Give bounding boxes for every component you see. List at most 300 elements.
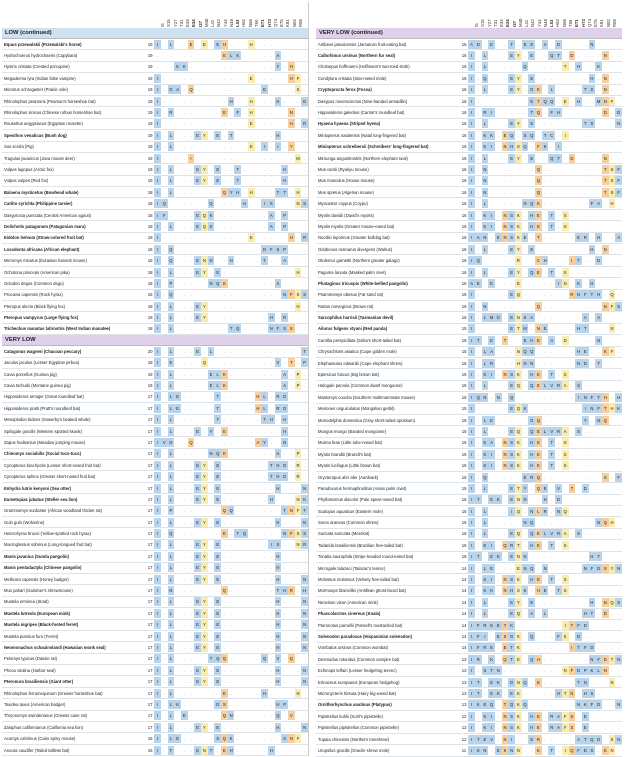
residue-cell: . [564, 554, 566, 560]
residue-cell: L [168, 188, 175, 197]
residue-cell: . [163, 326, 165, 332]
residue-cell: . [237, 417, 239, 423]
residue-cell: . [210, 485, 212, 491]
residue-cell: . [183, 87, 185, 93]
residue-cell: . [243, 724, 246, 730]
residue-cell: Q [590, 736, 594, 742]
residue-cells [468, 404, 622, 413]
residue-cell: K [516, 212, 520, 218]
residue-cell: . [263, 428, 266, 434]
column-headers [160, 2, 308, 28]
residue-cell: . [203, 64, 205, 70]
residue-cell: Y [202, 576, 206, 582]
match-count: 19 [147, 53, 153, 59]
residue-cell: . [237, 588, 239, 594]
residue-cell: E [537, 440, 540, 446]
residue-cell: Q [523, 349, 527, 355]
residue-cell: N [617, 736, 621, 742]
residue-cell: . [598, 497, 600, 503]
residue-cell: Y [202, 303, 206, 309]
residue-cells [154, 700, 308, 709]
residue-cell: . [564, 497, 566, 503]
residue-cells [468, 655, 622, 664]
match-count: 19 [147, 132, 153, 138]
residue-cell: . [230, 155, 232, 161]
residue-cell: . [257, 622, 259, 628]
residue-cell: . [571, 474, 573, 480]
match-count: 16 [461, 121, 467, 127]
residue-cell: . [210, 496, 212, 502]
residue-cell: . [584, 531, 586, 537]
table-row [2, 267, 308, 278]
residue-cell: . [297, 41, 299, 47]
residue-cell: R [276, 394, 280, 400]
residue-cell: . [544, 747, 546, 753]
residue-cell: L [168, 449, 175, 458]
match-count: 16 [461, 75, 467, 81]
species-name: Mirounga angustirostris (Northern elephant seal) [318, 155, 408, 161]
residue-cell: . [223, 542, 225, 548]
residue-cell: . [564, 303, 566, 309]
residue-cell: . [190, 223, 192, 229]
residue-cell: Q [510, 132, 514, 138]
residue-cell: . [183, 383, 185, 389]
species-name: Cavia porcellus (Guinea pig) [4, 371, 57, 377]
residue-cell: . [163, 75, 165, 81]
residue-cell: . [284, 599, 286, 605]
residue-cell: . [163, 679, 165, 685]
residue-cell: . [223, 519, 225, 525]
residue-cell: . [297, 588, 299, 594]
residue-cell: . [250, 496, 252, 502]
match-count: 18 [147, 246, 153, 252]
residue-cell: . [551, 668, 553, 674]
residue-cell: H [256, 394, 260, 400]
residue-cell: . [524, 372, 526, 378]
residue-cell: . [290, 178, 292, 184]
residue-cell: . [584, 463, 586, 469]
residue-cell: D [583, 360, 587, 366]
residue-cell: . [491, 747, 493, 753]
residue-cell: F [589, 199, 596, 208]
species-name: Mormoops blainvillei (Antillean ghost-faced bat) [318, 588, 406, 594]
residue-cell: . [250, 519, 252, 525]
residue-cell: . [551, 634, 553, 639]
residue-cell: . [210, 144, 212, 150]
residue-cell: . [491, 531, 493, 537]
residue-cell: . [237, 542, 239, 548]
residue-cell: . [197, 155, 199, 161]
residue-cell: . [257, 576, 259, 582]
residue-cell: E [483, 542, 487, 548]
residue-cell: . [250, 553, 252, 559]
residue-cell: I [468, 290, 475, 299]
residue-cell: . [477, 121, 479, 127]
residue-cells [154, 74, 308, 83]
residue-cell: T [288, 358, 295, 367]
residue-cell: . [250, 383, 252, 389]
residue-cell: . [571, 75, 573, 81]
residue-cell: Q [510, 394, 514, 400]
residue-cells [154, 438, 308, 447]
residue-cell: . [577, 451, 580, 457]
residue-cell: . [618, 520, 620, 526]
residue-cell: Q [289, 656, 293, 662]
residue-cell: . [210, 178, 212, 184]
residue-cell: . [190, 246, 192, 252]
residue-cell: . [230, 428, 232, 434]
residue-cell: . [230, 451, 232, 457]
residue-cell: . [618, 201, 620, 207]
residue-cell: . [531, 497, 533, 503]
residue-cell: H [276, 576, 280, 582]
match-count: 15 [461, 554, 467, 560]
residue-cell: D [570, 155, 574, 161]
table-row [2, 415, 308, 426]
residue-cell: . [477, 463, 479, 469]
table-row [316, 278, 622, 289]
column-header: R85 [611, 19, 617, 27]
residue-cell: . [270, 565, 272, 571]
residue-cell: . [217, 155, 219, 161]
residue-cell: . [524, 542, 526, 548]
residue-cell: . [257, 246, 259, 252]
residue-cell: . [511, 189, 513, 195]
residue-cell: H [597, 292, 601, 298]
residue-cell: Q [530, 656, 534, 662]
residue-cell: E [202, 41, 206, 47]
species-name: Procavia capensis (Rock hyrax) [4, 292, 63, 298]
residue-cell: . [604, 269, 606, 275]
residue-cell: I [154, 609, 161, 618]
residue-cell: . [177, 519, 179, 525]
residue-cell: . [183, 235, 185, 241]
residue-cells [154, 233, 308, 242]
table-row [2, 574, 308, 585]
residue-cell: . [223, 132, 225, 138]
residue-cell: . [277, 166, 279, 172]
table-row [316, 312, 622, 323]
residue-cell: Q [503, 656, 507, 662]
residue-cell: E [537, 87, 540, 93]
residue-cell: . [584, 223, 586, 229]
residue-cell: K [563, 634, 567, 639]
residue-cell: K [483, 588, 487, 594]
residue-cell: . [183, 610, 185, 616]
residue-cell: . [477, 428, 479, 434]
residue-cell: . [477, 303, 479, 309]
residue-cell: I [154, 142, 161, 151]
residue-cell: . [557, 212, 560, 218]
residue-cell: N [483, 303, 487, 309]
residue-cell: E [196, 269, 200, 275]
residue-cell: . [183, 132, 185, 138]
residue-cell: I [468, 222, 475, 231]
residue-cell: A [543, 41, 547, 47]
residue-cell: . [618, 258, 620, 264]
residue-cell: . [598, 372, 600, 378]
residue-cell: . [230, 724, 232, 730]
table-row [2, 119, 308, 130]
residue-cell: R [303, 542, 307, 548]
residue-cell: . [163, 656, 165, 662]
residue-cell: . [263, 75, 266, 81]
residue-cell: . [243, 326, 246, 332]
residue-cell: L [208, 347, 215, 356]
table-row [316, 404, 622, 415]
residue-cell: H [296, 189, 300, 195]
table-row [2, 39, 308, 50]
residue-cell: N [483, 189, 487, 195]
residue-cell: P [283, 246, 286, 252]
residue-cell: . [223, 87, 225, 93]
residue-cell: . [190, 588, 192, 594]
residue-cell: . [237, 667, 239, 673]
residue-cell: . [223, 144, 225, 150]
residue-cell: I [154, 119, 161, 128]
residue-cell: N [577, 702, 581, 708]
residue-cell: E [196, 633, 200, 639]
residue-cell: . [170, 235, 172, 241]
residue-cell: . [611, 725, 613, 731]
residue-cell: . [257, 121, 259, 127]
residue-cell: . [210, 360, 212, 366]
column-header: L41 [210, 19, 216, 27]
residue-cell: . [243, 667, 246, 673]
residue-cell: . [290, 132, 292, 138]
residue-cell: . [604, 223, 606, 229]
residue-cell: . [290, 679, 292, 685]
residue-cells [468, 609, 622, 618]
species-name: Macroglossus sobrinus (Long-tongued fruit bat) [4, 542, 92, 548]
residue-cell: F [575, 621, 582, 630]
residue-cell: . [304, 371, 306, 377]
residue-cell: . [210, 736, 212, 742]
match-count: 16 [461, 212, 467, 218]
residue-cell: . [551, 417, 553, 423]
residue-cell: . [217, 303, 219, 309]
residue-cell: V [550, 531, 554, 537]
residue-cell: N [523, 565, 527, 571]
species-name: Hipposideros armiger (Great roundleaf bat) [4, 394, 84, 400]
residue-cell: . [577, 656, 580, 662]
residue-cell: E [510, 428, 514, 434]
residue-cell: . [537, 121, 539, 127]
residue-cell: . [277, 178, 279, 184]
residue-cell: . [524, 87, 526, 93]
residue-cell: . [491, 383, 493, 389]
residue-cell: . [591, 64, 593, 70]
residue-cell: I [154, 165, 161, 174]
residue-cell: . [237, 303, 239, 309]
table-row [2, 665, 308, 676]
residue-cell: . [484, 292, 486, 298]
residue-cell: Y [583, 417, 587, 423]
residue-cell: E [196, 553, 200, 559]
residue-cell: . [477, 372, 479, 378]
residue-cell: . [177, 474, 179, 480]
residue-cell: . [304, 212, 306, 218]
species-name: Spilogale gracilis (Western spotted skunk) [4, 428, 82, 434]
residue-cell: . [263, 667, 266, 673]
residue-cell: I [468, 643, 475, 652]
residue-cell: . [577, 178, 580, 184]
residue-cell: R [583, 235, 587, 241]
residue-cell: . [591, 212, 593, 218]
residue-cell: . [183, 75, 185, 81]
residue-cell: I [468, 450, 475, 459]
residue-cell: N [563, 668, 567, 674]
species-name: Dolichotis patagonum (Patagonian mara) [4, 223, 86, 229]
residue-cells [154, 302, 308, 311]
match-count: 19 [147, 64, 153, 70]
residue-cell: . [571, 201, 573, 207]
residue-cell: P [303, 360, 307, 366]
residue-cell: . [284, 679, 286, 685]
residue-cell: . [177, 622, 179, 628]
residue-cell: . [237, 553, 239, 559]
table-row [316, 164, 622, 175]
residue-cell: . [497, 440, 499, 446]
residue-cell: . [163, 87, 165, 93]
table-row [316, 198, 622, 209]
species-name: Mus spretus (Algerian mouse) [318, 189, 374, 195]
residue-cell: . [163, 405, 165, 411]
residue-cell: C [550, 132, 554, 138]
residue-cell: Y [209, 428, 213, 434]
residue-cell: T [555, 51, 562, 60]
residue-cell: . [544, 736, 546, 742]
residue-cell: . [497, 258, 499, 264]
residue-cell: . [237, 121, 239, 127]
match-count: 16 [461, 223, 467, 229]
residue-cell: . [277, 439, 279, 445]
residue-cell: N [563, 280, 567, 286]
species-name: Uropsilus gracilis (Gracile shrew mole) [318, 747, 390, 753]
table-row [316, 290, 622, 301]
residue-cell: F [615, 176, 622, 185]
residue-cell: . [304, 132, 306, 138]
residue-cell: E [196, 576, 200, 582]
residue-cell: . [230, 542, 232, 548]
residue-cell: . [290, 690, 292, 696]
species-name: Phoca vitulina (Harbor seal) [4, 667, 56, 673]
residue-cells [154, 347, 308, 356]
residue-cell: . [243, 519, 246, 525]
residue-cell: . [223, 599, 225, 605]
table-row [2, 722, 308, 733]
residue-cell: . [477, 599, 479, 605]
residue-cell: . [611, 554, 613, 560]
residue-cell: N [603, 246, 607, 252]
residue-cell: . [604, 64, 606, 70]
residue-cell: . [591, 258, 593, 264]
residue-cell: . [571, 736, 573, 742]
residue-cell: . [531, 668, 533, 674]
residue-cell: L [168, 495, 175, 504]
residue-cells [468, 40, 622, 49]
residue-cell: . [297, 64, 299, 70]
residue-cell: . [477, 531, 479, 537]
residue-cell: . [297, 394, 299, 400]
residue-cell: . [497, 474, 499, 480]
residue-cell: . [557, 64, 560, 70]
residue-cell: . [237, 155, 239, 161]
residue-cell: . [257, 496, 259, 502]
residue-cell: . [504, 41, 506, 47]
residue-cell: E [583, 713, 587, 719]
residue-cell: . [477, 611, 479, 617]
residue-cell: . [263, 166, 266, 172]
match-count: 17 [147, 656, 153, 662]
residue-cell: E [537, 577, 540, 583]
residue-cell: N [283, 292, 287, 298]
residue-cell: K [483, 577, 487, 583]
residue-cell: . [611, 702, 613, 708]
residue-cell: . [210, 645, 212, 650]
match-count: 15 [461, 326, 467, 332]
residue-cell: . [203, 189, 205, 195]
residue-cell: . [504, 554, 506, 560]
residue-cell: . [210, 405, 212, 411]
residue-cells [468, 302, 622, 311]
species-name: Carollia perspicillata (Seba's short-tailed bat) [318, 337, 401, 343]
residue-cell: I [468, 119, 475, 128]
residue-cell: . [223, 315, 225, 321]
residue-cell: . [277, 87, 279, 93]
residue-cell: . [223, 610, 225, 616]
residue-cell: . [304, 451, 306, 457]
residue-cell: R [283, 315, 287, 321]
species-name: Myotis lucifugus (Little brown bat) [318, 463, 381, 469]
residue-cell: . [564, 736, 566, 742]
match-count: 20 [147, 348, 153, 354]
residue-cell: E [196, 474, 200, 480]
residue-cell: . [284, 235, 286, 241]
residue-cell: . [598, 41, 600, 47]
species-name: Myotis davidii (David's myotis) [318, 212, 374, 218]
match-count: 15 [461, 451, 467, 457]
residue-cell: . [197, 280, 199, 286]
residue-cell: . [504, 166, 506, 172]
residue-cells [154, 51, 308, 60]
residue-cell: . [477, 178, 479, 184]
residue-cell: . [163, 667, 165, 673]
residue-cell: H [256, 405, 260, 411]
residue-cell: . [477, 223, 479, 229]
residue-cell: Y [229, 189, 233, 195]
residue-cell: I [154, 211, 161, 220]
table-row [316, 301, 622, 312]
residue-cell: N [583, 394, 587, 400]
residue-cell: . [564, 645, 566, 651]
residue-cell: S [510, 223, 514, 229]
table-row [2, 198, 308, 209]
residue-cell: . [237, 212, 239, 218]
residue-cell: I [488, 723, 495, 732]
residue-cell: H [276, 474, 280, 480]
residue-cell: . [611, 360, 613, 366]
residue-cell: . [250, 588, 252, 594]
residue-cell: . [571, 656, 573, 662]
residue-cell: . [524, 645, 526, 651]
residue-cell: . [243, 394, 246, 400]
residue-cell: I [468, 268, 475, 277]
residue-cell: H [590, 599, 594, 605]
residue-cell: E [496, 747, 500, 753]
residue-cell: . [284, 542, 286, 548]
residue-cell: . [263, 736, 266, 742]
